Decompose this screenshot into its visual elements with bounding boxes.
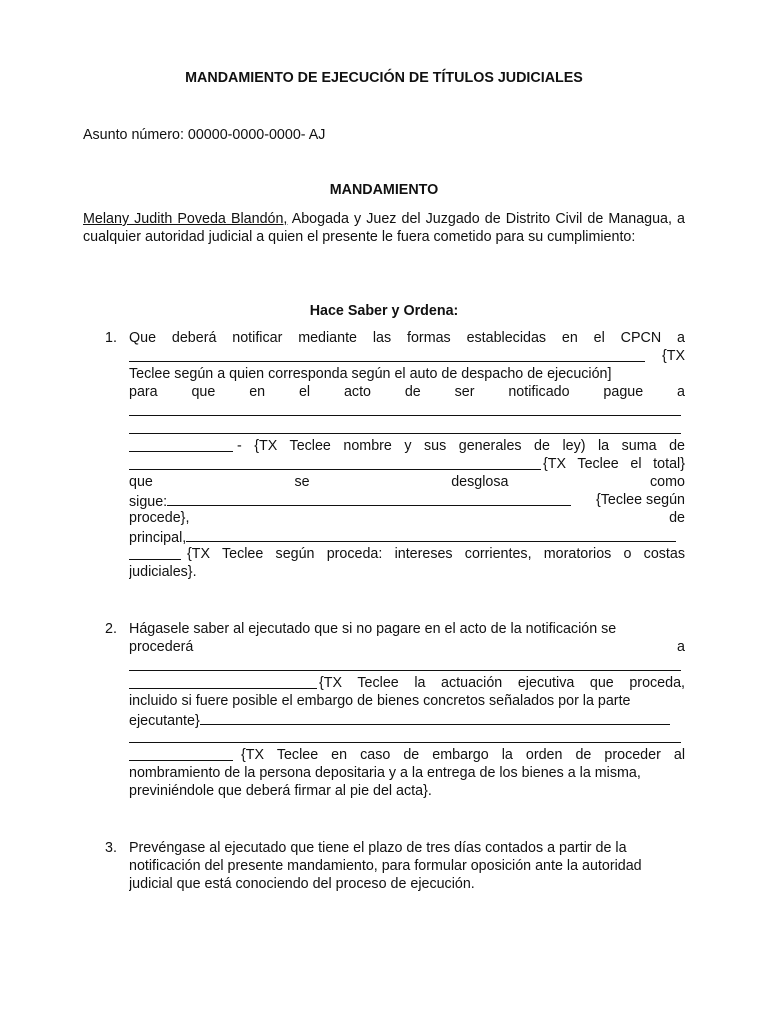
text-fragment: ejecutante} bbox=[129, 713, 200, 729]
text-line: Teclee según a quien corresponda según el auto de despacho de ejecución] bbox=[129, 366, 612, 382]
text-fragment: {TX Teclee en caso de embargo la orden de proceder al bbox=[241, 747, 685, 763]
text-line bbox=[129, 657, 685, 675]
text-fragment: principal, bbox=[129, 530, 187, 546]
hace-saber-heading: Hace Saber y Ordena: bbox=[309, 303, 459, 319]
text-line bbox=[129, 420, 685, 438]
text-line: procede}, de bbox=[129, 510, 685, 526]
blank-line bbox=[129, 456, 541, 470]
text-line: judiciales}. bbox=[129, 564, 197, 580]
blank-line bbox=[129, 402, 681, 416]
text-fragment: - {TX Teclee nombre y sus generales de ley) la suma de bbox=[237, 438, 685, 454]
blank-line bbox=[186, 528, 676, 542]
text-line bbox=[129, 438, 685, 456]
item-number: 2. bbox=[105, 621, 117, 637]
case-number: Asunto número: 00000-0000-0000- AJ bbox=[83, 127, 326, 143]
text-line: procederá a bbox=[129, 639, 685, 655]
text-fragment: {TX Teclee según proceda: intereses corrientes, moratorios o costas bbox=[187, 546, 685, 562]
text-line: Hágasele saber al ejecutado que si no pagare en el acto de la notificación se bbox=[129, 621, 617, 637]
text-line bbox=[129, 348, 685, 366]
item-number: 1. bbox=[105, 330, 117, 346]
blank-line bbox=[129, 420, 681, 434]
text-line bbox=[129, 729, 685, 747]
text-fragment: {TX Teclee el total} bbox=[543, 456, 685, 472]
item-number: 3. bbox=[105, 840, 117, 856]
blank-line bbox=[167, 492, 571, 506]
text-line: notificación del presente mandamiento, para formular oposición ante la autoridad bbox=[129, 858, 642, 874]
text-line: para que en el acto de ser notificado pague a bbox=[129, 384, 685, 400]
blank-line bbox=[129, 438, 233, 452]
text-fragment: {TX bbox=[661, 348, 685, 364]
blank-line bbox=[200, 711, 670, 725]
text-line bbox=[129, 546, 685, 564]
text-fragment: {Teclee según bbox=[595, 492, 685, 508]
intro-paragraph bbox=[83, 210, 685, 246]
text-line bbox=[129, 675, 685, 693]
text-line bbox=[129, 492, 685, 510]
text-line bbox=[129, 402, 685, 420]
text-line bbox=[129, 747, 685, 765]
text-fragment: {TX Teclee la actuación ejecutiva que proceda, bbox=[319, 675, 685, 691]
text-line bbox=[129, 528, 685, 546]
blank-line bbox=[129, 675, 317, 689]
blank-line bbox=[129, 747, 233, 761]
text-fragment: sigue: bbox=[129, 494, 168, 510]
blank-line bbox=[129, 348, 645, 362]
text-line: Prevéngase al ejecutado que tiene el plazo de tres días contados a partir de la bbox=[129, 840, 627, 856]
text-line: incluido si fuere posible el embargo de bienes concretos señalados por la parte bbox=[129, 693, 631, 709]
blank-line bbox=[129, 729, 681, 743]
text-line: previniéndole que deberá firmar al pie del acta}. bbox=[129, 783, 432, 799]
text-line: Que deberá notificar mediante las formas establecidas en el CPCN a bbox=[129, 330, 685, 346]
blank-line bbox=[129, 657, 681, 671]
text-line: nombramiento de la persona depositaria y a la entrega de los bienes a la misma, bbox=[129, 765, 641, 781]
document-title: MANDAMIENTO DE EJECUCIÓN DE TÍTULOS JUDICIALES bbox=[185, 70, 583, 86]
text-line bbox=[129, 456, 685, 474]
mandamiento-heading: MANDAMIENTO bbox=[329, 182, 439, 198]
blank-line bbox=[129, 546, 181, 560]
text-line bbox=[129, 711, 685, 729]
judge-name: Melany Judith Poveda Blandón, bbox=[83, 211, 288, 227]
text-line: judicial que está conociendo del proceso de ejecución. bbox=[129, 876, 475, 892]
intro-text: Abogada y Juez del Juzgado de Distrito Civil de Managua, a cualquier autoridad judicial a quien el presente le fuera cometido para su cumplimiento: bbox=[83, 211, 685, 246]
text-line: que se desglosa como bbox=[129, 474, 685, 490]
